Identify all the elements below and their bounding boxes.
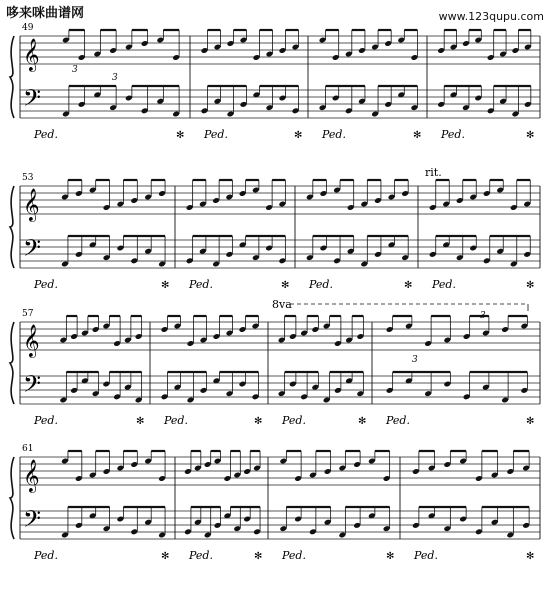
grand-staff-brace bbox=[10, 457, 14, 539]
bass-clef-icon: 𝄢 bbox=[23, 505, 42, 538]
pedal-mark: Ped. bbox=[189, 549, 213, 562]
pedal-mark: Ped. bbox=[34, 414, 58, 427]
measure-number: 57 bbox=[22, 309, 34, 319]
pedal-mark: Ped. bbox=[322, 128, 346, 141]
pedal-mark: Ped. bbox=[189, 278, 213, 291]
ottava-marking: 8va bbox=[272, 298, 292, 311]
pedal-release-icon: ✻ bbox=[526, 130, 535, 141]
pedal-mark: Ped. bbox=[432, 278, 456, 291]
pedal-release-icon: ✻ bbox=[386, 551, 395, 562]
measure-number: 49 bbox=[22, 23, 34, 33]
pedal-mark: Ped. bbox=[34, 549, 58, 562]
pedal-mark: Ped. bbox=[309, 278, 333, 291]
pedal-mark: Ped. bbox=[164, 414, 188, 427]
treble-clef-icon: 𝄞 bbox=[23, 459, 40, 492]
pedal-release-icon: ✻ bbox=[176, 130, 185, 141]
pedal-release-icon: ✻ bbox=[294, 130, 303, 141]
treble-clef-icon: 𝄞 bbox=[23, 324, 40, 357]
pedal-mark: Ped. bbox=[386, 414, 410, 427]
pedal-release-icon: ✻ bbox=[526, 280, 535, 291]
tuplet-number: 3 bbox=[112, 73, 118, 83]
pedal-release-icon: ✻ bbox=[526, 416, 535, 427]
measure-number: 61 bbox=[22, 444, 34, 454]
bass-clef-icon: 𝄢 bbox=[23, 234, 42, 267]
bass-clef-icon: 𝄢 bbox=[23, 370, 42, 403]
measure-number: 53 bbox=[22, 173, 34, 183]
pedal-release-icon: ✻ bbox=[281, 280, 290, 291]
pedal-mark: Ped. bbox=[414, 549, 438, 562]
tuplet-number: 3 bbox=[72, 65, 78, 75]
pedal-mark: Ped. bbox=[441, 128, 465, 141]
pedal-release-icon: ✻ bbox=[254, 551, 263, 562]
pedal-release-icon: ✻ bbox=[404, 280, 413, 291]
tempo-marking: rit. bbox=[425, 166, 442, 179]
tuplet-number: 3 bbox=[480, 311, 486, 321]
pedal-release-icon: ✻ bbox=[161, 551, 170, 562]
pedal-release-icon: ✻ bbox=[136, 416, 145, 427]
site-url: www.123qupu.com bbox=[438, 10, 544, 23]
tuplet-number: 3 bbox=[412, 355, 418, 365]
pedal-mark: Ped. bbox=[282, 549, 306, 562]
grand-staff-brace bbox=[10, 36, 14, 118]
pedal-release-icon: ✻ bbox=[413, 130, 422, 141]
pedal-mark: Ped. bbox=[34, 278, 58, 291]
site-title: 哆来咪曲谱网 bbox=[6, 6, 85, 21]
treble-clef-icon: 𝄞 bbox=[23, 188, 40, 221]
pedal-mark: Ped. bbox=[204, 128, 228, 141]
pedal-mark: Ped. bbox=[282, 414, 306, 427]
grand-staff-brace bbox=[10, 322, 14, 404]
pedal-release-icon: ✻ bbox=[254, 416, 263, 427]
grand-staff-brace bbox=[10, 186, 14, 268]
pedal-release-icon: ✻ bbox=[526, 551, 535, 562]
pedal-release-icon: ✻ bbox=[161, 280, 170, 291]
bass-clef-icon: 𝄢 bbox=[23, 84, 42, 117]
pedal-mark: Ped. bbox=[34, 128, 58, 141]
pedal-release-icon: ✻ bbox=[358, 416, 367, 427]
treble-clef-icon: 𝄞 bbox=[23, 38, 40, 71]
